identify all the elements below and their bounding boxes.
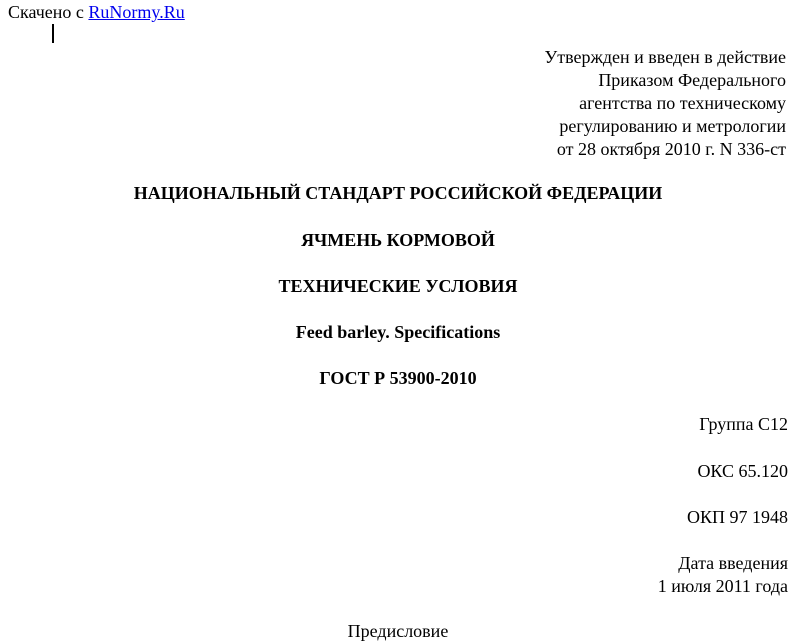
standard-code-heading: ГОСТ Р 53900-2010 [319, 368, 477, 388]
approval-line: агентства по техническому [579, 93, 786, 113]
standard-subtitle-heading: ТЕХНИЧЕСКИЕ УСЛОВИЯ [278, 276, 518, 296]
approval-line: Приказом Федерального [598, 70, 786, 90]
intro-date-value: 1 июля 2011 года [657, 576, 788, 596]
standard-type-heading: НАЦИОНАЛЬНЫЙ СТАНДАРТ РОССИЙСКОЙ ФЕДЕРАЦИИ [133, 183, 663, 203]
intro-date-label: Дата введения [678, 553, 788, 573]
source-line [8, 2, 185, 22]
standard-name-heading: ЯЧМЕНЬ КОРМОВОЙ [301, 230, 495, 250]
source-prefix: Скачено с [8, 2, 89, 22]
preface-heading: Предисловие [347, 621, 449, 641]
source-link[interactable]: RuNormy.Ru [88, 2, 185, 22]
approval-line: от 28 октября 2010 г. N 336-ст [556, 139, 786, 159]
oks-label: ОКС 65.120 [697, 461, 788, 481]
approval-line: Утвержден и введен в действие [544, 47, 786, 67]
group-label: Группа С12 [699, 414, 788, 434]
english-name-heading: Feed barley. Specifications [295, 322, 501, 342]
okp-label: ОКП 97 1948 [686, 507, 788, 527]
approval-line: регулированию и метрологии [559, 116, 786, 136]
approval-block [406, 46, 786, 161]
text-cursor [52, 24, 54, 43]
